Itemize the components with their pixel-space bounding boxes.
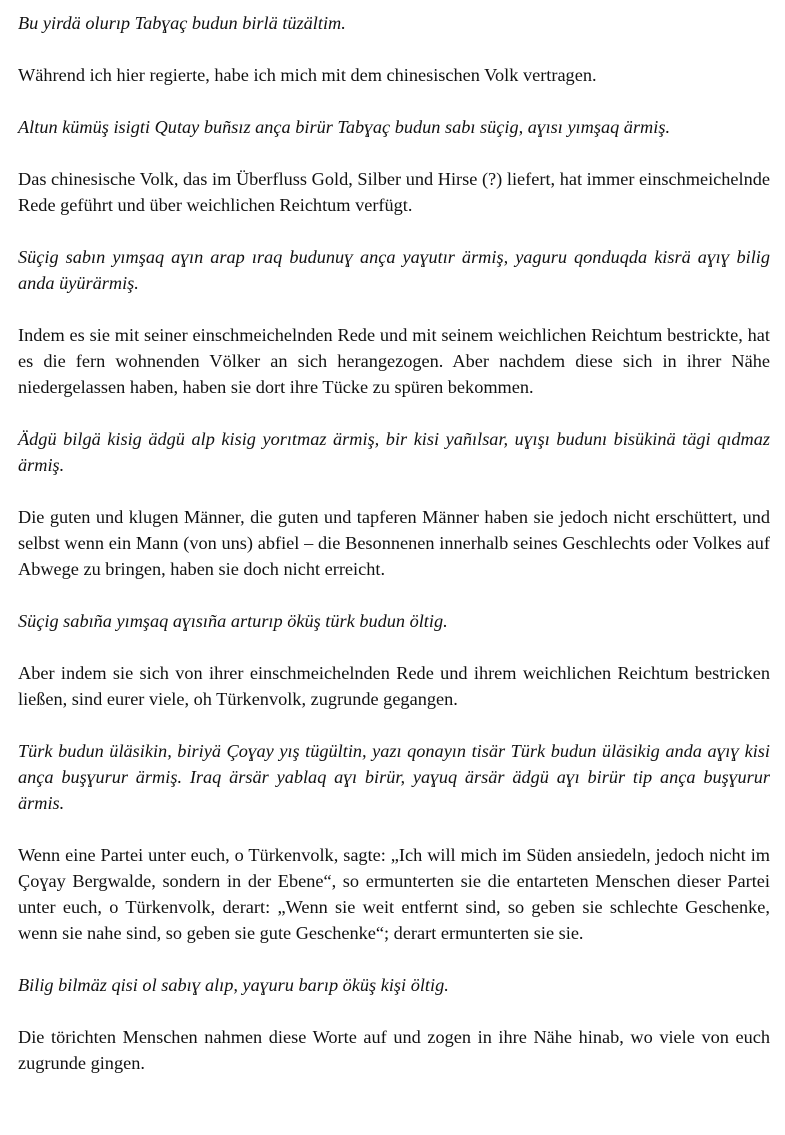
original-text-paragraph: Türk budun üläsikin, biriyä Çoɣay yış tügültin, yazı qonayın tisär Türk budun üläsikig anda aɣıɣ kisi ança buşɣurur ärmiş. Iraq ärsär yablaq aɣı birür, yaɣuq ärsär ädgü aɣı birür tip ança buşɣurur ärmis. [18,741,770,813]
translation-paragraph: Wenn eine Partei unter euch, o Türkenvolk, sagte: „Ich will mich im Süden ansiedeln, jedoch nicht im Çoɣay Bergwalde, sondern in der Ebene“, so ermunterten sie die entarteten Menschen dieser Partei unter euch, o Türkenvolk, derart: „Wenn sie weit entfernt sind, so geben sie schlechte Geschenke, wenn sie nahe sind, so geben sie gute Geschenke“; derart ermunterten sie sie. [18,845,770,943]
original-text-paragraph: Süçig sabıña yımşaq aɣısıña arturıp öküş türk budun öltig. [18,611,448,631]
original-text-paragraph: Altun kümüş isigti Qutay buñsız ança birür Tabɣaç budun sabı süçig, aɣısı yımşaq ärmiş. [18,117,671,137]
original-text-paragraph: Ädgü bilgä kisig ädgü alp kisig yorıtmaz ärmiş, bir kisi yañılsar, uɣışı budunı bisükinä tägi qıdmaz ärmiş. [18,429,770,475]
translation-paragraph: Indem es sie mit seiner einschmeichelnden Rede und mit seinem weichlichen Reichtum bestrickte, hat es die fern wohnenden Völker an sich herangezogen. Aber nachdem diese sich in ihrer Nähe niedergelassen haben, haben sie dort ihre Tücke zu spüren bekommen. [18,325,770,397]
original-text-paragraph: Bilig bilmäz qisi ol sabıɣ alıp, yaɣuru barıp öküş kişi öltig. [18,975,449,995]
original-text-paragraph: Süçig sabın yımşaq aɣın arap ıraq budunuɣ ança yaɣutır ärmiş, yaguru qonduqda kisrä aɣıɣ bilig anda üyürärmiş. [18,247,770,293]
translation-paragraph: Die törichten Menschen nahmen diese Worte auf und zogen in ihre Nähe hinab, wo viele von euch zugrunde gingen. [18,1027,770,1073]
translation-paragraph: Aber indem sie sich von ihrer einschmeichelnden Rede und ihrem weichlichen Reichtum bestricken ließen, sind eurer viele, oh Türkenvolk, zugrunde gegangen. [18,663,770,709]
translation-paragraph: Das chinesische Volk, das im Überfluss Gold, Silber und Hirse (?) liefert, hat immer einschmeichelnde Rede geführt und über weichlichen Reichtum verfügt. [18,169,770,215]
original-text-paragraph: Bu yirdä olurıp Tabɣaç budun birlä tüzältim. [18,13,346,33]
translation-paragraph: Die guten und klugen Männer, die guten und tapferen Männer haben sie jedoch nicht erschüttert, und selbst wenn ein Mann (von uns) abfiel – die Besonnenen innerhalb seines Geschlechts oder Volkes auf Abwege zu bringen, haben sie doch nicht erreicht. [18,507,770,579]
translation-paragraph: Während ich hier regierte, habe ich mich mit dem chinesischen Volk vertragen. [18,65,597,85]
